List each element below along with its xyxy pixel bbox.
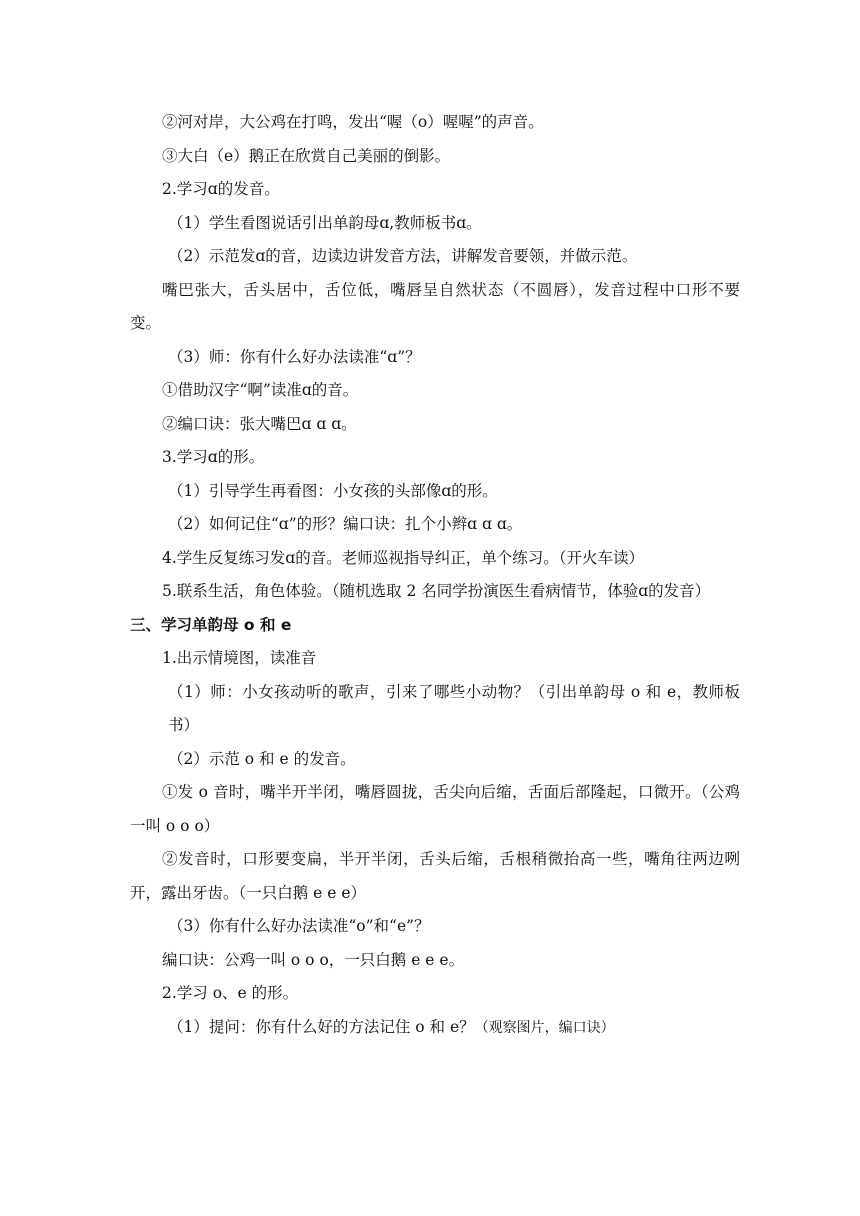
paragraph: ③大白（e）鹅正在欣赏自己美丽的倒影。 [162, 146, 451, 165]
section-heading: 三、学习单韵母 o 和 e [130, 615, 292, 634]
paragraph: ①发 o 音时，嘴半开半闭，嘴唇圆拢，舌尖向后缩，舌面后部隆起，口微开。（公鸡一叫 o o o） [130, 783, 740, 835]
paragraph: （1）引导学生再看图：小女孩的头部像ɑ的形。 [168, 481, 498, 500]
paragraph: 5.联系生活，角色体验。（随机选取 2 名同学扮演医生看病情节，体验ɑ的发音） [162, 582, 711, 600]
paragraph: ①借助汉字“啊”读准ɑ的音。 [162, 381, 359, 399]
paragraph-note: （观察图片，编口诀） [474, 1019, 615, 1036]
paragraph: 3.学习ɑ的形。 [162, 448, 265, 466]
paragraph: ②编口诀：张大嘴巴ɑ ɑ ɑ。 [162, 414, 357, 433]
paragraph: 嘴巴张大，舌头居中，舌位低，嘴唇呈自然状态（不圆唇），发音过程中口形不要变。 [130, 280, 740, 332]
paragraph [130, 1011, 740, 1046]
paragraph: （3）师：你有什么好办法读准“ɑ”？ [168, 347, 421, 366]
paragraph: （3）你有什么好办法读准“o”和“e”？ [168, 917, 430, 935]
paragraph: 2.学习 o、e 的形。 [162, 984, 299, 1002]
document-body [130, 106, 740, 1045]
paragraph: ②发音时，口形要变扁，半开半闭，舌头后缩，舌根稍微抬高一些，嘴角往两边咧开，露出牙齿。（一只白鹅 e e e） [130, 850, 740, 902]
paragraph: 编口诀：公鸡一叫 o o o，一只白鹅 e e e。 [162, 950, 465, 969]
paragraph: ②河对岸，大公鸡在打鸣，发出“喔（o）喔喔”的声音。 [162, 113, 544, 131]
paragraph: （2）如何记住“ɑ”的形？编口诀：扎个小辫ɑ ɑ ɑ。 [168, 515, 523, 533]
paragraph-text: （1）提问：你有什么好的方法记住 o 和 e？ [168, 1017, 475, 1036]
paragraph: （2）示范 o 和 e 的发音。 [168, 749, 356, 768]
paragraph: （1）学生看图说话引出单韵母ɑ,教师板书ɑ。 [168, 213, 482, 232]
paragraph: （2）示范发ɑ的音，边读边讲发音方法，讲解发音要领，并做示范。 [168, 247, 638, 265]
paragraph: 1.出示情境图，读准音 [162, 649, 317, 667]
paragraph: （1）师：小女孩动听的歌声，引来了哪些小动物？（引出单韵母 o 和 e，教师板书） [168, 682, 740, 734]
paragraph: 2.学习ɑ的发音。 [162, 180, 280, 198]
paragraph: 4.学生反复练习发ɑ的音。老师巡视指导纠正，单个练习。（开火车读） [162, 548, 644, 567]
